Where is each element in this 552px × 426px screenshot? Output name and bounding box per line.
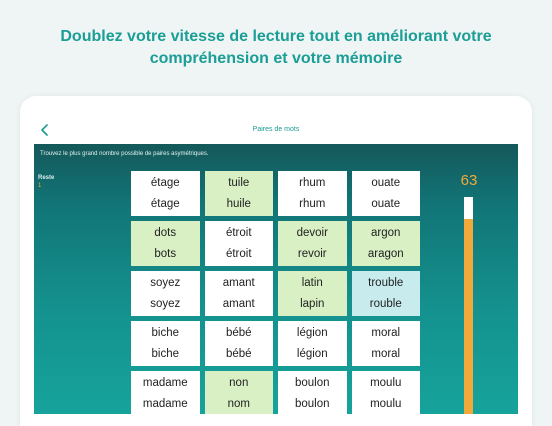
remaining-count: 1	[38, 183, 42, 189]
instruction-text: Trouvez le plus grand nombre possible de paires asymétriques.	[40, 151, 209, 157]
timer-bar	[464, 197, 473, 414]
word-pair-card[interactable]	[278, 371, 347, 414]
word-pair-card[interactable]	[131, 221, 200, 266]
word-pair-card[interactable]	[278, 321, 347, 366]
word-pair-bottom: moulu	[370, 397, 402, 410]
word-pair-bottom: ouate	[371, 197, 401, 210]
app-screen	[34, 116, 518, 414]
word-pair-card[interactable]	[278, 271, 347, 316]
word-pair-card[interactable]	[205, 171, 274, 216]
word-pair-card[interactable]	[131, 171, 200, 216]
score-value: 63	[460, 172, 478, 189]
word-pair-top: étroit	[225, 226, 252, 239]
promo-headline-line-2: compréhension et votre mémoire	[149, 50, 403, 67]
word-pair-card[interactable]	[278, 221, 347, 266]
word-pair-bottom: amant	[222, 297, 255, 310]
word-pair-bottom: revoir	[297, 247, 327, 260]
word-pair-card[interactable]	[131, 271, 200, 316]
remaining-label: Reste	[38, 175, 55, 181]
word-pair-bottom: étage	[150, 197, 180, 210]
word-pair-top: rhum	[299, 176, 326, 189]
word-pair-top: moral	[371, 326, 401, 339]
word-pair-card[interactable]	[205, 271, 274, 316]
word-pair-top: ouate	[371, 176, 401, 189]
word-pair-top: devoir	[296, 226, 328, 239]
word-pair-bottom: huile	[226, 197, 251, 210]
word-pair-bottom: boulon	[294, 397, 330, 410]
word-pair-top: biche	[151, 326, 179, 339]
word-pair-top: latin	[301, 276, 323, 289]
word-pair-top: argon	[371, 226, 401, 239]
word-pair-top: madame	[142, 376, 188, 389]
word-pair-top: trouble	[368, 276, 404, 289]
word-pair-card[interactable]	[205, 321, 274, 366]
word-pair-top: amant	[222, 276, 255, 289]
word-pair-card[interactable]	[205, 371, 274, 414]
timer-bar-fill	[464, 219, 473, 414]
promo-headline	[0, 26, 552, 70]
word-pair-bottom: lapin	[300, 297, 325, 310]
word-pair-bottom: rhum	[299, 197, 326, 210]
word-pair-bottom: rouble	[369, 297, 402, 310]
promo-headline-line-1: Doublez votre vitesse de lecture tout en améliorant votre	[60, 28, 492, 45]
word-pair-bottom: bébé	[225, 347, 252, 360]
word-pair-card[interactable]	[352, 171, 421, 216]
word-pair-card[interactable]	[352, 371, 421, 414]
word-pair-top: étage	[150, 176, 180, 189]
word-pair-top: soyez	[150, 276, 181, 289]
game-area	[34, 144, 518, 414]
word-pair-bottom: moral	[371, 347, 401, 360]
word-pair-bottom: aragon	[367, 247, 404, 260]
word-pair-top: tuile	[228, 176, 250, 189]
word-pair-bottom: bots	[154, 247, 177, 260]
word-pair-top: bébé	[225, 326, 252, 339]
word-pair-bottom: étroit	[225, 247, 252, 260]
word-pair-card[interactable]	[352, 321, 421, 366]
word-pair-card[interactable]	[131, 371, 200, 414]
word-pair-card[interactable]	[205, 221, 274, 266]
word-pair-top: dots	[154, 226, 177, 239]
word-pair-top: moulu	[370, 376, 402, 389]
word-pair-card[interactable]	[352, 221, 421, 266]
word-pair-card[interactable]	[278, 171, 347, 216]
word-pair-top: non	[229, 376, 249, 389]
word-pair-bottom: madame	[142, 397, 188, 410]
word-pair-grid	[131, 171, 405, 414]
word-pair-bottom: nom	[227, 397, 250, 410]
word-pair-top: légion	[296, 326, 328, 339]
word-pair-bottom: soyez	[150, 297, 181, 310]
word-pair-top: boulon	[294, 376, 330, 389]
word-pair-bottom: biche	[151, 347, 179, 360]
navigation-bar	[34, 116, 518, 144]
word-pair-bottom: légion	[296, 347, 328, 360]
word-pair-card[interactable]	[131, 321, 200, 366]
word-pair-card[interactable]	[352, 271, 421, 316]
screen-title: Paires de mots	[252, 126, 300, 133]
